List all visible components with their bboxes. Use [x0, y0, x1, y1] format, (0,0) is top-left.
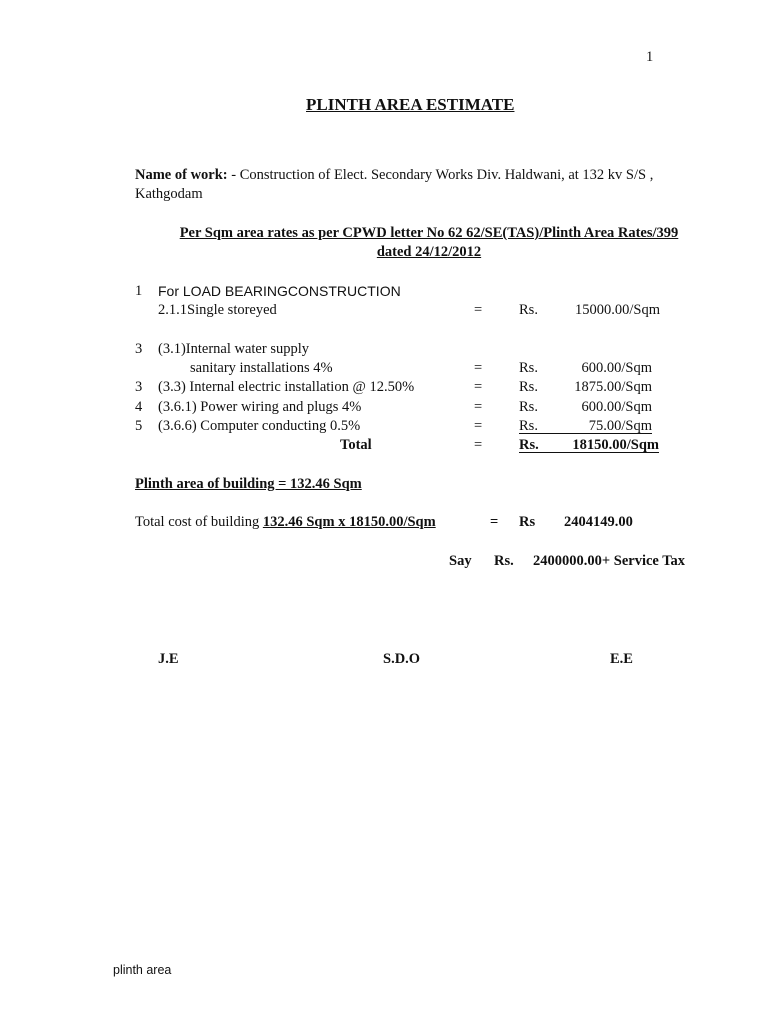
item-number: 3 [135, 341, 143, 357]
rs-label: Rs. [519, 379, 538, 395]
equals-sign: = [490, 514, 499, 530]
item-amount: 15000.00/Sqm [575, 302, 660, 318]
signature-sdo: S.D.O [383, 651, 421, 667]
item-description: 2.1.1Single storeyed [158, 302, 277, 318]
item-description: (3.6.6) Computer conducting 0.5% [158, 418, 361, 434]
item-description: (3.1)Internal water supply [158, 341, 309, 357]
name-of-work-text: - Construction of Elect. Secondary Works Div. Haldwani, at 132 kv S/S , [227, 167, 654, 183]
say-label: Say [449, 553, 472, 569]
total-cost-calc: 132.46 Sqm x 18150.00/Sqm [262, 514, 436, 530]
underlined-amount-cell [519, 417, 652, 434]
item-description: (3.6.1) Power wiring and plugs 4% [158, 399, 362, 415]
equals-sign: = [474, 399, 483, 415]
item-amount: 600.00/Sqm [581, 360, 652, 376]
item-number: 4 [135, 399, 143, 415]
rs-label: Rs. [519, 418, 538, 434]
equals-sign: = [474, 360, 483, 376]
total-cost-line [135, 513, 436, 531]
item-description: For LOAD BEARINGCONSTRUCTION [158, 283, 401, 299]
item-number: 3 [135, 379, 143, 395]
name-of-work [135, 166, 653, 184]
plinth-area: Plinth area of building = 132.46 Sqm [135, 476, 362, 492]
page-footer: plinth area [113, 963, 172, 977]
rs-label: Rs. [519, 437, 539, 453]
equals-sign: = [474, 302, 483, 318]
name-of-work-line2: Kathgodam [135, 186, 203, 202]
item-amount: 75.00/Sqm [588, 418, 652, 434]
equals-sign: = [474, 379, 483, 395]
equals-sign: = [474, 418, 483, 434]
rs-label: Rs. [494, 553, 514, 569]
item-description: (3.3) Internal electric installation @ 12.50% [158, 379, 415, 395]
rates-note-line1: Per Sqm area rates as per CPWD letter No 62 62/SE(TAS)/Plinth Area Rates/399 [179, 225, 679, 241]
rs-label: Rs. [519, 360, 538, 376]
name-of-work-label: Name of work: [135, 167, 228, 183]
item-number: 1 [135, 283, 143, 299]
item-description: sanitary installations 4% [190, 360, 333, 376]
item-amount: 600.00/Sqm [581, 399, 652, 415]
total-cost-label: Total cost of building [135, 514, 263, 530]
signature-je: J.E [158, 651, 179, 667]
rs-label: Rs. [519, 302, 538, 318]
total-amount: 18150.00/Sqm [572, 437, 659, 453]
page-title: PLINTH AREA ESTIMATE [306, 95, 515, 114]
item-amount: 1875.00/Sqm [574, 379, 652, 395]
total-amount-cell [519, 436, 659, 453]
total-cost-amount: 2404149.00 [564, 514, 633, 530]
page-number: 1 [646, 49, 654, 65]
equals-sign: = [474, 437, 483, 453]
signature-ee: E.E [610, 651, 633, 667]
rs-label: Rs [519, 514, 536, 530]
say-amount: 2400000.00+ Service Tax [533, 553, 686, 569]
total-label: Total [340, 437, 372, 453]
rates-note-line2: dated 24/12/2012 [376, 244, 482, 260]
item-number: 5 [135, 418, 143, 434]
rs-label: Rs. [519, 399, 538, 415]
